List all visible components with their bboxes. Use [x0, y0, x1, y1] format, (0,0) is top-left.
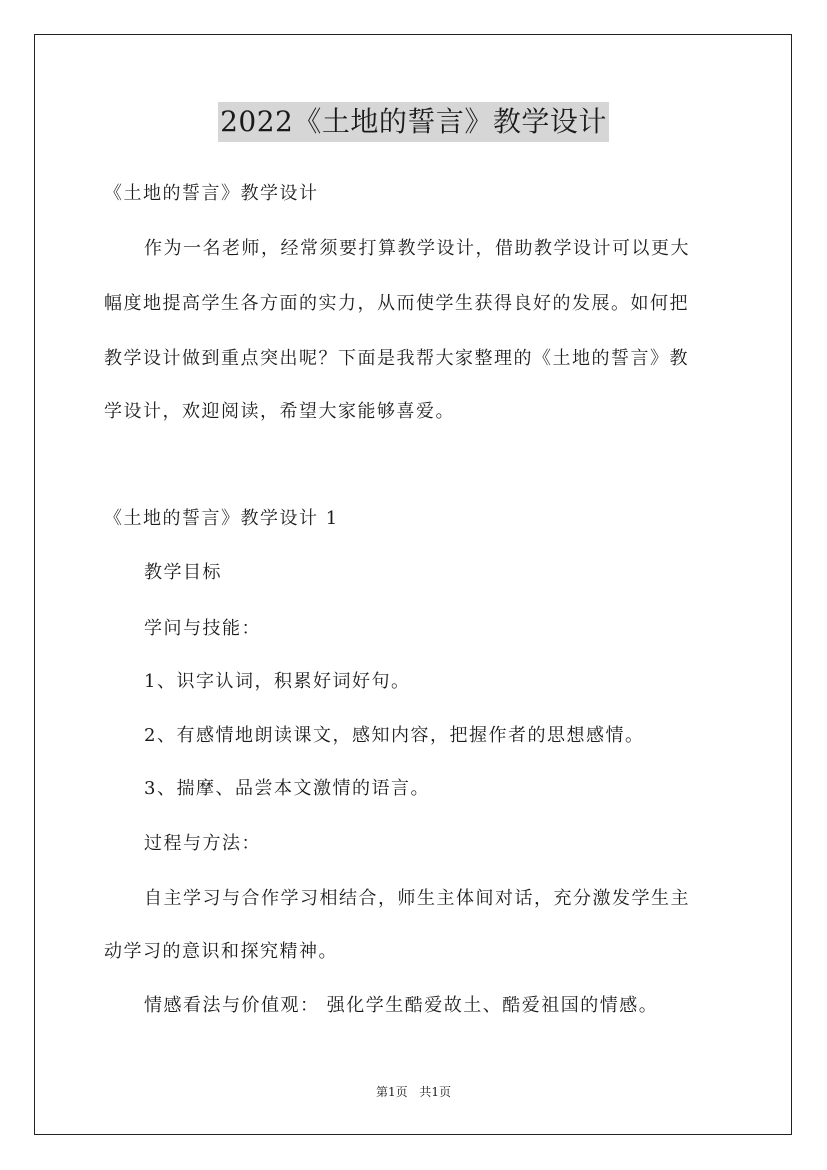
section-line-item-3: 3、揣摩、品尝本文激情的语言。: [144, 778, 430, 799]
intro-line-3: 教学设计做到重点突出呢？下面是我帮大家整理的《土地的誓言》教: [104, 348, 689, 369]
section-line-process-text-2: 动学习的意识和探究精神。: [104, 941, 338, 962]
page-number: 第1页: [375, 1085, 408, 1099]
page-total: 共1页: [419, 1085, 452, 1099]
intro-line-2: 幅度地提高学生各方面的实力，从而使学生获得良好的发展。如何把: [104, 293, 689, 314]
section-line-emotion: 情感看法与价值观： 强化学生酷爱故土、酷爱祖国的情感。: [144, 995, 659, 1016]
page-footer: [0, 1084, 827, 1100]
section-line-item-1: 1、识字认词，积累好词好句。: [144, 671, 411, 692]
section-heading: 《土地的誓言》教学设计 1: [104, 508, 339, 529]
intro-line-4: 学设计，欢迎阅读，希望大家能够喜爱。: [104, 401, 455, 422]
intro-line-1: 作为一名老师，经常须要打算教学设计，借助教学设计可以更大: [144, 238, 690, 259]
title-container: [0, 102, 827, 142]
document-title: 2022《土地的誓言》教学设计: [218, 102, 609, 142]
section-line-process-text-1: 自主学习与合作学习相结合，师生主体间对话，充分激发学生主: [144, 888, 690, 909]
subtitle: 《土地的誓言》教学设计: [104, 183, 319, 204]
section-line-objectives: 教学目标: [144, 562, 222, 583]
section-line-process: 过程与方法：: [144, 833, 261, 854]
section-line-knowledge: 学问与技能：: [144, 618, 261, 639]
section-line-item-2: 2、有感情地朗读课文，感知内容，把握作者的思想感情。: [144, 725, 645, 746]
